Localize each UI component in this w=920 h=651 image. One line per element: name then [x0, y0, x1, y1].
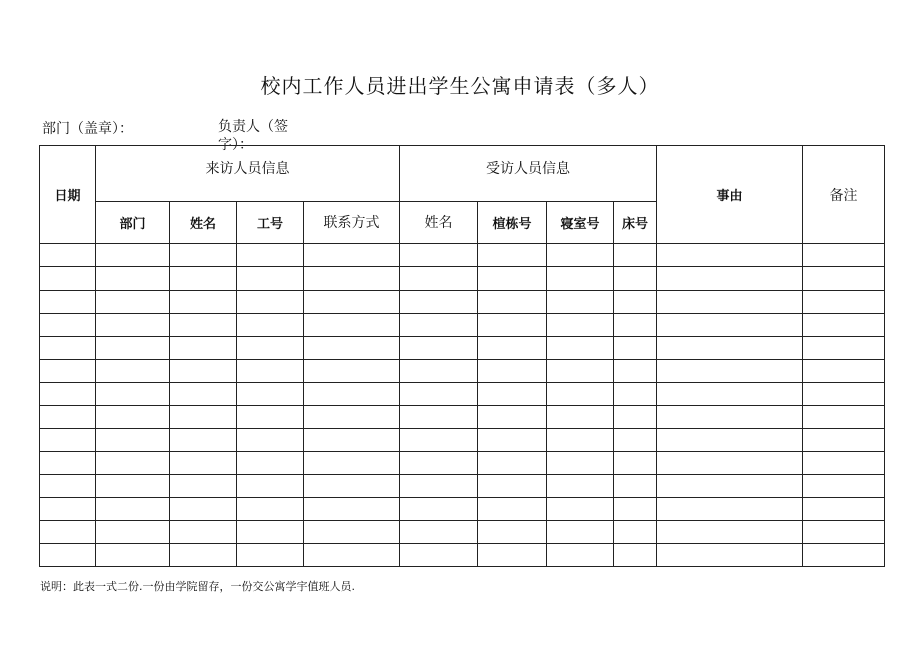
table-cell[interactable]	[547, 267, 614, 290]
table-cell[interactable]	[547, 313, 614, 336]
table-cell[interactable]	[170, 497, 237, 520]
table-cell[interactable]	[96, 520, 170, 543]
table-cell[interactable]	[237, 267, 304, 290]
table-cell[interactable]	[304, 382, 400, 405]
table-cell[interactable]	[304, 497, 400, 520]
table-cell[interactable]	[96, 336, 170, 359]
table-cell[interactable]	[237, 359, 304, 382]
table-cell[interactable]	[170, 451, 237, 474]
table-cell[interactable]	[304, 359, 400, 382]
table-cell[interactable]	[657, 359, 803, 382]
table-row	[40, 474, 885, 497]
application-table	[39, 145, 885, 567]
table-cell[interactable]	[237, 244, 304, 267]
table-cell[interactable]	[400, 520, 478, 543]
table-cell[interactable]	[614, 290, 657, 313]
table-cell[interactable]	[237, 382, 304, 405]
table-cell[interactable]	[478, 428, 547, 451]
visited-info-header: 受访人员信息	[400, 146, 657, 202]
table-cell[interactable]	[170, 336, 237, 359]
table-cell[interactable]	[237, 451, 304, 474]
table-cell[interactable]	[304, 267, 400, 290]
table-cell[interactable]	[614, 405, 657, 428]
table-cell[interactable]	[40, 267, 96, 290]
table-cell[interactable]	[400, 336, 478, 359]
table-cell[interactable]	[657, 382, 803, 405]
table-row	[40, 290, 885, 313]
table-cell[interactable]	[478, 336, 547, 359]
table-cell[interactable]	[478, 290, 547, 313]
table-cell[interactable]	[614, 382, 657, 405]
table-row	[40, 497, 885, 520]
table-cell[interactable]	[478, 543, 547, 566]
table-cell[interactable]	[96, 451, 170, 474]
table-cell[interactable]	[614, 520, 657, 543]
table-cell[interactable]	[478, 359, 547, 382]
visitor-contact-header: 联系方式	[304, 201, 400, 244]
table-cell[interactable]	[40, 428, 96, 451]
table-cell[interactable]	[237, 313, 304, 336]
table-cell[interactable]	[803, 428, 885, 451]
table-cell[interactable]	[96, 474, 170, 497]
table-cell[interactable]	[96, 382, 170, 405]
table-cell[interactable]	[40, 244, 96, 267]
table-cell[interactable]	[400, 267, 478, 290]
table-cell[interactable]	[547, 405, 614, 428]
table-cell[interactable]	[237, 336, 304, 359]
table-cell[interactable]	[40, 313, 96, 336]
table-cell[interactable]	[96, 428, 170, 451]
table-row	[40, 244, 885, 267]
table-cell[interactable]	[304, 474, 400, 497]
table-cell[interactable]	[657, 290, 803, 313]
table-cell[interactable]	[657, 497, 803, 520]
table-cell[interactable]	[304, 543, 400, 566]
table-cell[interactable]	[170, 382, 237, 405]
table-cell[interactable]	[547, 336, 614, 359]
table-cell[interactable]	[478, 474, 547, 497]
table-cell[interactable]	[657, 336, 803, 359]
table-cell[interactable]	[803, 336, 885, 359]
table-cell[interactable]	[400, 543, 478, 566]
table-cell[interactable]	[237, 497, 304, 520]
table-cell[interactable]	[614, 543, 657, 566]
table-cell[interactable]	[614, 359, 657, 382]
table-cell[interactable]	[40, 520, 96, 543]
table-cell[interactable]	[614, 497, 657, 520]
table-cell[interactable]	[400, 497, 478, 520]
table-cell[interactable]	[657, 474, 803, 497]
table-cell[interactable]	[170, 290, 237, 313]
table-cell[interactable]	[304, 313, 400, 336]
table-cell[interactable]	[614, 267, 657, 290]
table-row	[40, 543, 885, 566]
table-cell[interactable]	[547, 244, 614, 267]
table-cell[interactable]	[170, 428, 237, 451]
table-cell[interactable]	[547, 359, 614, 382]
table-cell[interactable]	[547, 451, 614, 474]
table-cell[interactable]	[400, 290, 478, 313]
table-cell[interactable]	[547, 543, 614, 566]
table-row	[40, 267, 885, 290]
remark-header: 备注	[803, 146, 885, 244]
table-cell[interactable]	[237, 474, 304, 497]
table-cell[interactable]	[657, 428, 803, 451]
table-cell[interactable]	[803, 359, 885, 382]
table-row	[40, 405, 885, 428]
table-cell[interactable]	[547, 520, 614, 543]
table-row	[40, 428, 885, 451]
table-cell[interactable]	[304, 336, 400, 359]
table-cell[interactable]	[803, 313, 885, 336]
table-row	[40, 359, 885, 382]
table-row	[40, 313, 885, 336]
table-cell[interactable]	[478, 520, 547, 543]
table-cell[interactable]	[803, 451, 885, 474]
table-cell[interactable]	[803, 290, 885, 313]
signer-label: 负责人（签字）：	[218, 119, 288, 153]
visitor-info-header: 来访人员信息	[96, 146, 400, 202]
table-cell[interactable]	[237, 428, 304, 451]
table-cell[interactable]	[304, 428, 400, 451]
table-cell[interactable]	[304, 405, 400, 428]
table-cell[interactable]	[478, 244, 547, 267]
table-cell[interactable]	[40, 290, 96, 313]
visitor-name-header: 姓名	[170, 201, 237, 244]
table-row	[40, 336, 885, 359]
table-cell[interactable]	[478, 267, 547, 290]
table-cell[interactable]	[40, 451, 96, 474]
table-cell[interactable]	[657, 405, 803, 428]
form-title: 校内工作人员进出学生公寓申请表（多人）	[260, 74, 660, 98]
table-cell[interactable]	[400, 405, 478, 428]
table-cell[interactable]	[478, 451, 547, 474]
table-cell[interactable]	[96, 290, 170, 313]
table-cell[interactable]	[478, 313, 547, 336]
visitor-department-header: 部门	[96, 201, 170, 244]
table-cell[interactable]	[170, 405, 237, 428]
table-cell[interactable]	[657, 520, 803, 543]
table-cell[interactable]	[400, 382, 478, 405]
table-cell[interactable]	[803, 405, 885, 428]
table-cell[interactable]	[803, 267, 885, 290]
table-cell[interactable]	[237, 520, 304, 543]
visited-room-header: 寝室号	[547, 201, 614, 244]
visitor-staff-id-header: 工号	[237, 201, 304, 244]
table-cell[interactable]	[478, 497, 547, 520]
table-cell[interactable]	[657, 313, 803, 336]
table-cell[interactable]	[40, 543, 96, 566]
table-cell[interactable]	[304, 520, 400, 543]
table-cell[interactable]	[547, 382, 614, 405]
department-stamp-label: 部门（盖章）：	[42, 121, 133, 137]
table-cell[interactable]	[614, 244, 657, 267]
table-cell[interactable]	[400, 359, 478, 382]
table-cell[interactable]	[96, 497, 170, 520]
table-cell[interactable]	[803, 382, 885, 405]
table-cell[interactable]	[40, 336, 96, 359]
table-cell[interactable]	[237, 290, 304, 313]
table-cell[interactable]	[40, 474, 96, 497]
table-cell[interactable]	[478, 382, 547, 405]
table-cell[interactable]	[304, 451, 400, 474]
table-cell[interactable]	[170, 359, 237, 382]
visited-bed-header: 床号	[614, 201, 657, 244]
table-cell[interactable]	[40, 405, 96, 428]
table-cell[interactable]	[170, 244, 237, 267]
table-cell[interactable]	[400, 244, 478, 267]
table-cell[interactable]	[170, 543, 237, 566]
table-cell[interactable]	[40, 497, 96, 520]
table-cell[interactable]	[614, 451, 657, 474]
table-row	[40, 520, 885, 543]
table-cell[interactable]	[803, 474, 885, 497]
table-cell[interactable]	[96, 267, 170, 290]
table-cell[interactable]	[170, 520, 237, 543]
date-header: 日期	[40, 146, 96, 244]
table-cell[interactable]	[400, 451, 478, 474]
table-cell[interactable]	[657, 543, 803, 566]
table-cell[interactable]	[614, 428, 657, 451]
table-cell[interactable]	[400, 313, 478, 336]
table-row	[40, 382, 885, 405]
reason-header: 事由	[657, 146, 803, 244]
table-cell[interactable]	[40, 382, 96, 405]
table-cell[interactable]	[304, 290, 400, 313]
table-cell[interactable]	[96, 405, 170, 428]
form-note: 说明：此表一式二份.一份由学院留存，一份交公寓学宇值班人员.	[40, 580, 355, 593]
table-cell[interactable]	[657, 451, 803, 474]
table-cell[interactable]	[478, 405, 547, 428]
table-cell[interactable]	[657, 267, 803, 290]
table-cell[interactable]	[614, 474, 657, 497]
table-cell[interactable]	[96, 313, 170, 336]
table-cell[interactable]	[803, 497, 885, 520]
table-cell[interactable]	[237, 543, 304, 566]
visited-name-header: 姓名	[400, 201, 478, 244]
table-row	[40, 451, 885, 474]
visited-building-header: 楦栋号	[478, 201, 547, 244]
table-cell[interactable]	[96, 244, 170, 267]
table-cell[interactable]	[803, 520, 885, 543]
table-cell[interactable]	[40, 359, 96, 382]
table-cell[interactable]	[614, 313, 657, 336]
table-cell[interactable]	[547, 497, 614, 520]
table-cell[interactable]	[170, 267, 237, 290]
table-cell[interactable]	[657, 244, 803, 267]
table-cell[interactable]	[803, 244, 885, 267]
table-cell[interactable]	[96, 543, 170, 566]
table-cell[interactable]	[96, 359, 170, 382]
table-cell[interactable]	[304, 244, 400, 267]
table-cell[interactable]	[170, 313, 237, 336]
table-cell[interactable]	[170, 474, 237, 497]
table-cell[interactable]	[237, 405, 304, 428]
table-cell[interactable]	[547, 474, 614, 497]
table-cell[interactable]	[547, 290, 614, 313]
table-cell[interactable]	[400, 428, 478, 451]
table-cell[interactable]	[614, 336, 657, 359]
table-cell[interactable]	[803, 543, 885, 566]
table-cell[interactable]	[547, 428, 614, 451]
table-cell[interactable]	[400, 474, 478, 497]
